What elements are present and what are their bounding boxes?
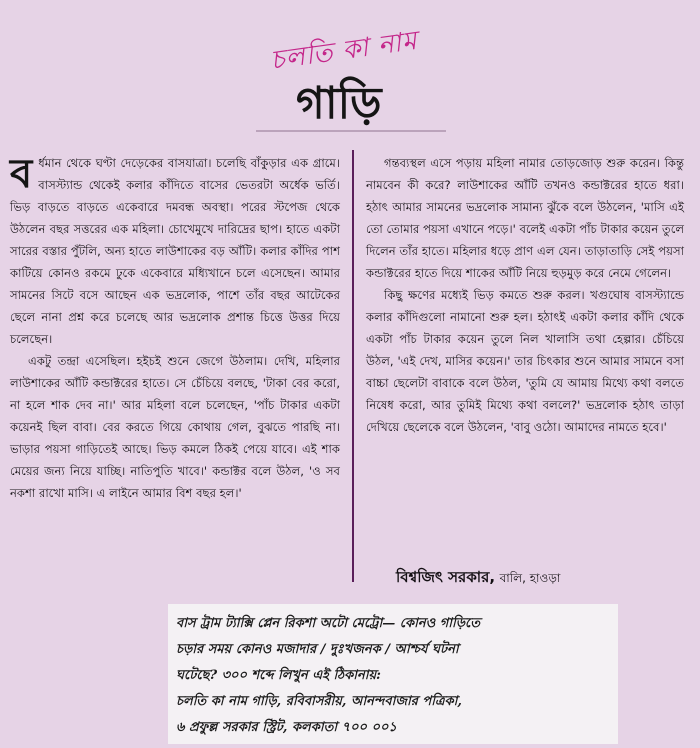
callout-line: চলতি কা নাম গাড়ি, রবিবাসরীয়, আনন্দবাজার পত্রিকা, xyxy=(176,694,462,709)
callout-line: ৬ প্রফুল্ল সরকার স্ট্রিট, কলকাতা ৭০০ ০০১ xyxy=(176,720,397,735)
article-paragraph: গন্তব্যস্থল এসে পড়ায় মহিলা নামার তোড়জোড় শুরু করেন। কিন্তু নামবেন কী করে? লাউশাকের আঁটি তখনও কন্ডাক্টরের হাতে ধরা। হঠাৎ আমার সামনের ভদ্রলোক সামান্য ঝুঁকে বলে উঠলেন, 'মাসি এই তো তোমার পয়সা এখানে পড়ে।' বলেই একটা পাঁচ টাকার কয়েন তুলে দিলেন তাঁর হাতে। মহিলার ধড়ে প্রাণ এল যেন। তাড়াতাড়ি সেই পয়সা কন্ডাক্টরের হাতে দিয়ে শাকের আঁটি নিয়ে হুড়মুড় করে নেমে গেলেন। xyxy=(366,156,684,280)
callout-line: চড়ার সময় কোনও মজাদার / দুঃখজনক / আশ্চর্য ঘটনা xyxy=(176,642,459,657)
byline xyxy=(396,566,560,591)
article-paragraph xyxy=(10,152,340,350)
callout-line: ঘটেছে? ৩০০ শব্দে লিখুন এই ঠিকানায়: xyxy=(176,668,381,683)
article-column-left xyxy=(10,152,340,504)
masthead xyxy=(0,0,700,150)
column-divider xyxy=(352,150,354,582)
masthead-subtitle: চলতি কা নাম xyxy=(268,25,420,77)
callout-line: বাস ট্রাম ট্যাক্সি প্লেন রিকশা অটো মেট্রো— কোনও গাড়িতে xyxy=(176,616,481,631)
article-paragraph: কিছু ক্ষণের মধ্যেই ভিড় কমতে শুরু করল। খগুঘোষ বাসস্ট্যান্ডে কলার কাঁদিগুলো নামানো শুরু হল। হঠাৎই একটা কলার কাঁদি থেকে একটা পাঁচ টাকার কয়েন তুলে নিল খালাসি তথা হেল্পার। চেঁচিয়ে উঠল, 'এই দেখ, মাসির কয়েন।' তার চিৎকার শুনে আমার সামনে বসা বাচ্চা ছেলেটা বাবাকে বলে উঠল, 'তুমি যে আমায় মিথ্যে কথা বলতে নিষেধ করো, আর তুমিই মিথ্যে কথা বললে?' ভদ্রলোক হঠাৎ তাড়া দেখিয়ে ছেলেকে বলে উঠলেন, 'বাবু ওঠো। আমাদের নামতে হবে।' xyxy=(366,288,684,434)
dropcap: ব xyxy=(10,150,33,197)
submission-callout xyxy=(168,604,618,744)
article-paragraph: একটু তন্দ্রা এসেছিল। হইচই শুনে জেগে উঠলাম। দেখি, মহিলার লাউশাকের আঁটি কন্ডাক্টরের হাতে। সে চেঁচিয়ে বলছে, 'টাকা বের করো, না হলে শাক দেব না।' আর মহিলা বলে চলেছেন, 'পাঁচ টাকার একটা কয়েনই ছিল বাবা। বের করতে গিয়ে কোথায় গেল, বুঝতে পারছি না। ভাড়ার পয়সা গাড়িতেই আছে। ভিড় কমলে ঠিকই পেয়ে যাবে। এই শাক মেয়ের জন্য নিয়ে যাচ্ছি। নাতিপুতি খাবে।' কন্ডাক্টর বলে উঠল, 'ও সব নকশা রাখো মাসি। এ লাইনে আমার বিশ বছর হল।' xyxy=(10,354,340,500)
masthead-title: গাড়ি xyxy=(296,78,382,129)
author-name: বিশ্বজিৎ সরকার, xyxy=(396,568,496,586)
masthead-rule xyxy=(256,130,446,132)
article-column-right xyxy=(366,152,684,438)
paragraph-text: র্ধমান থেকে ঘণ্টা দেড়েকের বাসযাত্রা। চলেছি বাঁকুড়ার এক গ্রামে। বাসস্ট্যান্ড থেকেই কলার কাঁদিতে বাসের ভেতরটা অর্ধেক ভর্তি। ভিড় বাড়তে বাড়তে একেবারে দমবন্ধ অবস্থা। পরের স্টপেজ থেকে উঠলেন বছর সত্তরের এক মহিলা। চোখেমুখে দারিদ্রের ছাপ। হাতে একটা সারের বস্তার পুঁটলি, অন্য হাতে লাউশাকের বড় আঁটি। কলার কাঁদির পাশ কাটিয়ে কোনও রকমে ঢুকে একেবারে মধ্যিখানে চলে এসেছেন। আমার সামনের সিটে বসে আছেন এক ভদ্রলোক, পাশে তাঁর বছর আটেকের ছেলে নানা প্রশ্ন করে চলেছে আর ভদ্রলোক প্রশান্ত চিত্তে উত্তর দিয়ে চলেছেন। xyxy=(10,156,340,346)
author-place: বালি, হাওড়া xyxy=(499,571,561,585)
